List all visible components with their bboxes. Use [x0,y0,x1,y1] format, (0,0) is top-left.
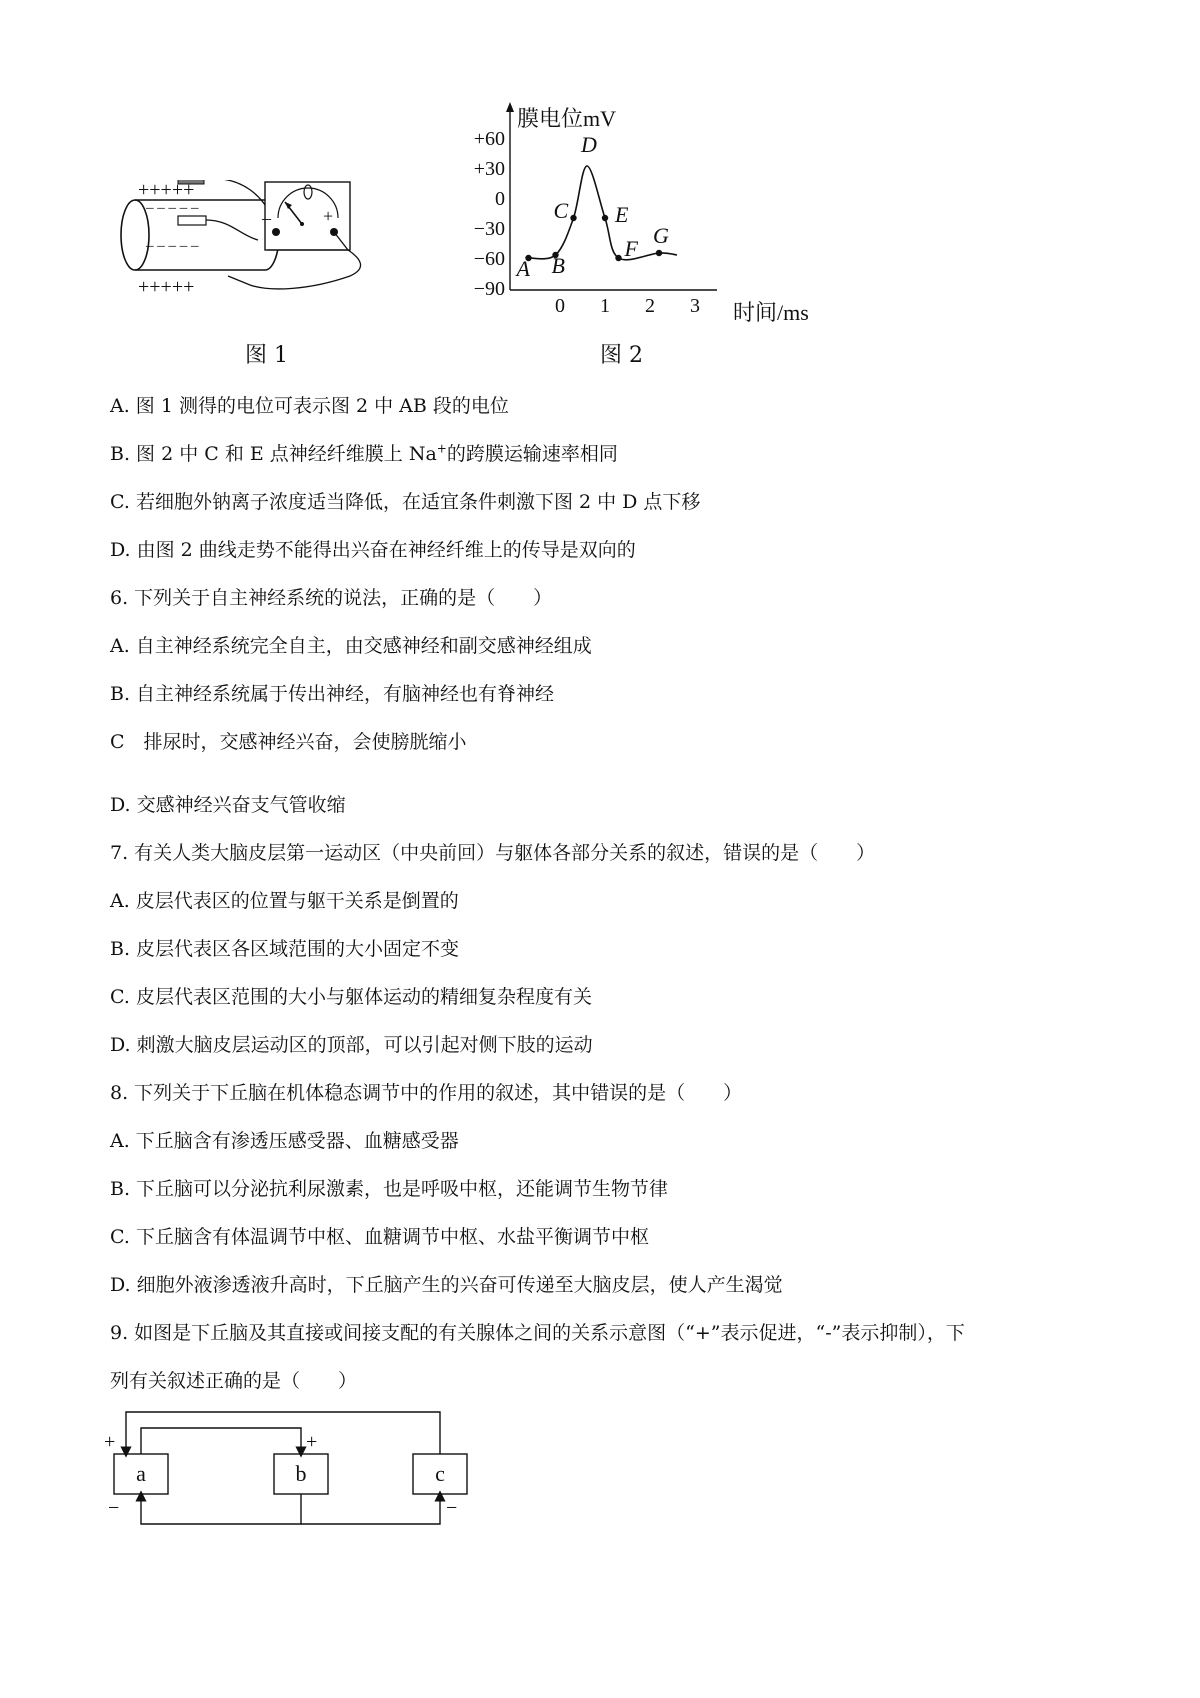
q6-option-a: A. 自主神经系统完全自主，由交感神经和副交感神经组成 [110,635,592,657]
x-axis-label: 时间/ms [733,300,809,325]
inner-top-charges: – – – – – [146,200,199,216]
figure-1-nerve-meter [110,180,400,310]
bottom-charges: +++++ [138,276,195,298]
svg-text:a: a [136,1461,146,1486]
q6-option-c: C 排尿时，交感神经兴奋，会使膀胱缩小 [110,731,467,753]
q8-stem: 8. 下列关于下丘脑在机体稳态调节中的作用的叙述，其中错误的是（ ） [110,1082,743,1104]
top-charges: +++++ [138,180,195,201]
q6-option-b: B. 自主神经系统属于传出神经，有脑神经也有脊神经 [110,683,555,705]
q9-feedback-diagram [100,1408,500,1538]
svg-text:−: − [108,1497,120,1519]
y-tick-label: −30 [473,218,505,240]
q7-stem: 7. 有关人类大脑皮层第一运动区（中央前回）与躯体各部分关系的叙述，错误的是（ ） [110,842,876,864]
b-to-a-arrow [141,1494,301,1524]
point-c [570,215,576,221]
y-axis-label: 膜电位mV [517,106,617,131]
y-tick-label: +30 [473,158,505,180]
point-g [656,250,662,256]
point-label-e: E [615,202,629,227]
a-to-b-arrow [141,1428,301,1454]
y-tick-label: +60 [473,128,505,150]
x-tick-label: 3 [690,295,700,317]
point-e [602,215,608,221]
svg-text:+: + [323,206,334,226]
q5-option-b: B. 图 2 中 C 和 E 点神经纤维膜上 Na+的跨膜运输速率相同 [110,441,618,465]
q7-option-a: A. 皮层代表区的位置与躯干关系是倒置的 [110,890,459,912]
point-label-a: A [516,256,530,281]
point-label-f: F [624,236,638,261]
q5-option-d: D. 由图 2 曲线走势不能得出兴奋在神经纤维上的传导是双向的 [110,539,636,561]
svg-text:–: – [262,208,271,228]
point-label-c: C [553,198,569,223]
inner-bottom-charges: – – – – – [146,238,199,254]
q6-stem: 6. 下列关于自主神经系统的说法，正确的是（ ） [110,587,553,609]
point-label-b: B [551,253,565,278]
svg-text:b: b [295,1461,307,1486]
point-label-d: D [581,132,597,157]
y-tick-label: 0 [495,188,505,210]
point-label-g: G [653,223,669,248]
q8-option-b: B. 下丘脑可以分泌抗利尿激素，也是呼吸中枢，还能调节生物节律 [110,1178,669,1200]
q8-option-d: D. 细胞外液渗透液升高时，下丘脑产生的兴奋可传递至大脑皮层，使人产生渴觉 [110,1274,783,1296]
q7-option-c: C. 皮层代表区范围的大小与躯体运动的精细复杂程度有关 [110,986,592,1008]
q9-stem-line-1: 9. 如图是下丘脑及其直接或间接支配的有关腺体之间的关系示意图（“+”表示促进，“-”表示抑制），下 [110,1322,965,1344]
figure-2-chart [455,100,835,330]
svg-text:−: − [446,1497,458,1519]
svg-text:+: + [306,1431,318,1453]
q5-option-a: A. 图 1 测得的电位可表示图 2 中 AB 段的电位 [110,395,509,417]
c-to-a-arrow [126,1412,440,1454]
y-tick-label: −90 [473,278,505,300]
q5-option-c: C. 若细胞外钠离子浓度适当降低，在适宜条件刺激下图 2 中 D 点下移 [110,491,701,513]
svg-text:+: + [104,1431,116,1453]
q7-option-d: D. 刺激大脑皮层运动区的顶部，可以引起对侧下肢的运动 [110,1034,593,1056]
point-f [615,255,621,261]
na-superscript: + [436,441,447,456]
q8-option-c: C. 下丘脑含有体温调节中枢、血糖调节中枢、水盐平衡调节中枢 [110,1226,649,1248]
inner-electrode [178,216,206,225]
b-to-c-arrow [301,1496,440,1524]
x-tick-label: 2 [645,295,655,317]
q7-option-b: B. 皮层代表区各区域范围的大小固定不变 [110,938,460,960]
x-tick-label: 1 [600,295,610,317]
figure-1-caption: 图 1 [245,343,288,368]
q6-option-d: D. 交感神经兴奋支气管收缩 [110,794,346,816]
y-tick-label: −60 [473,248,505,270]
q9-stem-line-2: 列有关叙述正确的是（ ） [110,1370,358,1392]
svg-text:c: c [435,1461,445,1486]
q8-option-a: A. 下丘脑含有渗透压感受器、血糖感受器 [110,1130,459,1152]
figure-2-caption: 图 2 [600,343,643,368]
x-tick-label: 0 [555,295,565,317]
